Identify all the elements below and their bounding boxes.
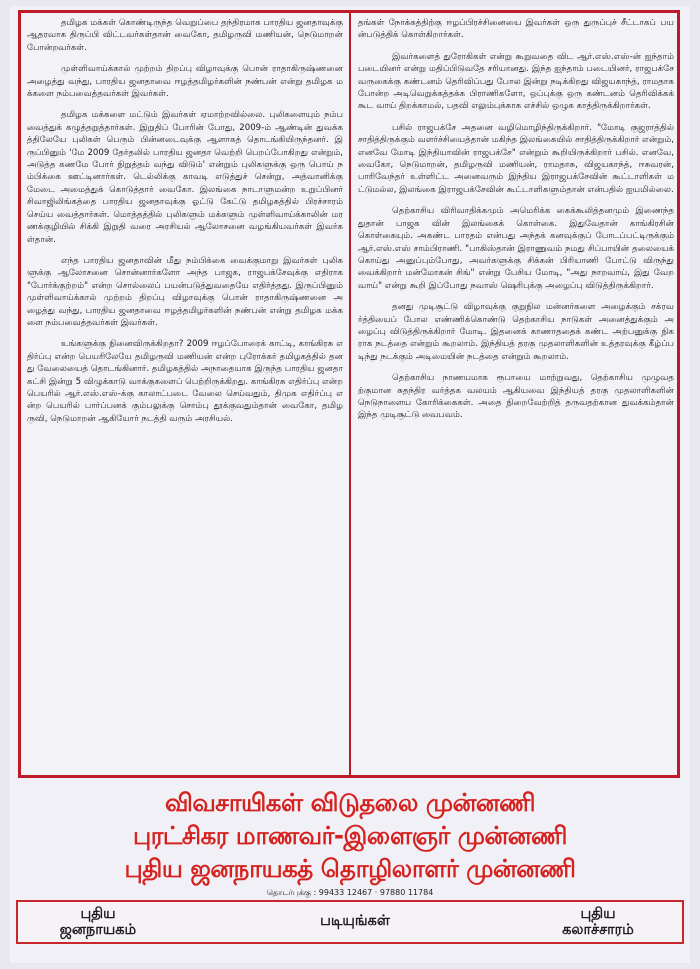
column-divider: [349, 13, 351, 775]
magazine-box: [16, 900, 684, 944]
paragraph: உங்களுக்கு நினைவிருக்கிறதா? 2009 ஈழப்போரைக் காட்டி, காங்கிரசு எதிர்ப்பு என்ற பெயரிலேயே தமிழருவி மணியன் என்ற புரோக்கர் தமிழகத்தில் தனது வேலையைத் தொடங்கினார். தமிழகத்தில் அநாதையாக இருந்த பாரதிய ஜனதா கட்சி இன்று 5 விழுக்காடு வாக்குகளைப் பெற்றிருக்கிறது. காங்கிரசு எதிர்ப்பு என்ற பெயரில் ஆர்.எஸ்.எஸ்-க்கு காலாட்படை வேலை செய்வதும், திமுக எதிர்ப்பு என்ற பெயரில் பார்ப்பனக் கும்பலுக்கு சொம்பு தூக்குவதும்தான் வைகோ, தமிழருவி, நெடுமாறன் ஆகியோர் நடத்தி வரும் அரசியல்.: [27, 339, 343, 424]
read-label: படியுங்கள்: [320, 913, 390, 929]
paragraph: இவர்களைத் துரோகிகள் என்று கூறுவதை விட ஆர்.எஸ்.எஸ்-ன் ஐந்தாம் படையினர் என்று மதிப்பிடுவதே சரியானது. இந்த ஐந்தாம் படையினர், ராஜபக்சே வருகைக்கு கண்டனம் தெரிவிப்பது போல இன்று நடிக்கிறது விஜயகாந்த், ராமதாசு போன்ற அடிவெறுக்கத்தக்க பிராணிகளோ, ஒப்புக்கு ஒரு கண்டனம் தெரிவிக்கக் கூட வாய் திறக்காமல், பதவி எலும்புக்காக எச்சில் ஒழுக காத்திருக்கிறார்கள்.: [358, 51, 674, 112]
magazine-puthiya-kalacharam: புதிய கலாச்சாரம்: [562, 906, 634, 938]
organization-banner-students: புரட்சிகர மாணவர்-இளைஞர் முன்னணி: [133, 821, 567, 850]
paragraph: முள்ளிவாய்க்கால் முற்றம் திறப்பு விழாவுக்கு பொன் ராதாகிருஷ்ணனை அழைத்து வந்து, பாரதிய ஜனதாவை ஈழத்தமிழர்களின் நண்பன் என்று தமிழக மக்களை நம்பவைத்தவர்கள் இவர்கள்.: [27, 64, 343, 100]
paragraph: தமிழக மக்கள் கொண்டிருந்த வெறுப்பை தந்திரமாக பாரதிய ஜனதாவுக்கு ஆதரவாக திருப்பி விட்டவர்கள்தான் வைகோ, தமிழருவி மணியன், நெடுமாறன் போன்றவர்கள்.: [27, 18, 343, 53]
right-column: [358, 17, 674, 771]
pamphlet-sheet: [10, 6, 690, 963]
organization-banner-farmers: விவசாயிகள் விடுதலை முன்னணி: [164, 788, 536, 817]
organization-banner-workers: புதிய ஜனநாயகத் தொழிலாளர் முன்னணி: [124, 854, 576, 883]
paragraph: தெற்காசிய விரிவாதிக்கமும் அமெரிக்க கைக்கூலித்தனமும் இணைந்ததுதான் பாஜக வின் இலங்கைக் கொள்கை. இதுவேதான் காங்கிரசின் கொள்கையும். அகண்ட பாரதம் என்பது அந்தக் கனவுக்குப் போடப்பட்டிருக்கும் ஆர்.எஸ்.எஸ் சாம்பிராணி. "பாகிஸ்தான் இராணுவம் நமது சிப்பாயின் தலையைக் கொய்து அனுப்பும்போது, அவர்களுக்கு சிக்கன் பிரியாணி போட்டு விருந்து வைக்கிறார் மன்மோகன் சிங்" என்று பேசிய மோடி, "அது நாறவாய், இது வேற வாய்" என்று கூறி இப்போது நவாஸ் ஷெரிபுக்கு அழைப்பு விடுத்திருக்கிறார்.: [358, 206, 674, 291]
paragraph: எந்த பாரதிய ஜனதாவின் மீது நம்பிக்கை வைக்குமாறு இவர்கள் புலிகளுக்கு ஆலோசனை சொன்னார்களோ அந்த பாஜக, ராஜபக்சேவுக்கு எதிராக "போர்க்குற்றம்" என்ற சொல்லைப் பயன்படுத்துவதையே எதிர்த்தது. இருப்பினும் முள்ளிவாய்க்கால் முற்றம் திறப்பு விழாவுக்கு பொன் ராதாகிருஷ்ணனை அழைத்து வந்து, பாரதிய ஜனதாவை ஈழத்தமிழர்களின் நண்பன் என்று தமிழக மக்களை நம்பவைத்தவர்கள் இவர்கள்.: [27, 255, 343, 328]
magazine-puthiya-jananayagam: புதிய ஜனநாயகம்: [59, 906, 137, 938]
paragraph: பசில் ராஜபக்சே அதனை வழிமொழிந்திருக்கிறார். "மோடி குஜராத்தில் சாதித்திருக்கும் வளர்ச்சியைத்தான் மகிந்த இலங்கையில் சாதித்திருக்கிறார் என்றும், எனவே மோடி இந்தியாவின் ராஜபக்சே" என்றும் கூறியிருக்கிறார் பசில். எனவே, வைகோ, நெடுமாறன், தமிழருவி மணியன், ராமதாசு, விஜயகாந்த், ஈசுவரன், பாரிவேந்தர் உள்ளிட்ட அனைவரும் இந்திய இராஜபக்சேவின் கூட்டாளிகள் மட்டுமல்ல, இலங்கை இராஜபக்சேவின் கூட்டாளிகளும்தான் என்பதில் ஐயமில்லை.: [358, 122, 674, 195]
paragraph: தனது முடிசூட்டு விழாவுக்கு குறுநில மன்னர்களை அழைக்கும் சக்ரவர்த்தியைப் போல எண்ணிக்கொண்டு தெற்காசிய நாடுகள் அனைத்துக்கும் அழைப்பு விடுத்திருக்கிறார் மோடி. இதனைக் காணாததைக் கண்ட அற்பனுக்கு நிகராக நடத்தை என்றும் கூறலாம். இந்தியத் தரகு முதலாளிகளின் உத்தரவுக்கு கீழ்ப்படிந்து நடக்கும் அடிமையின் நடத்தை என்றும் கூறலாம்.: [358, 302, 674, 362]
paragraph: தெற்காசிய நாணயமாக ரூபாயை மாற்றுவது, தெற்காசிய முழுவதற்குமான சுதந்திர வர்த்தக வலயம் ஆகியவை இந்தியத் தரகு முதலாளிகளின் நெடுநாளைய கோரிக்கைகள். அதை நிறைவேற்றித் தருவதற்கான துவக்கம்தான் இந்த முடிசூட்டு வைபவம்.: [358, 373, 674, 421]
contact-line: தொடர்புக்கு : 99433 12467 · 97880 11784: [266, 888, 434, 897]
paragraph: தமிழக மக்களை மட்டும் இவர்கள் ஏமாற்றவில்லை. புலிகளையும் நம்பவைத்துக் கழுத்தறுத்தார்கள். இறுதிப் போரின் போது, 2009-ம் ஆண்டின் துவக்கத்திலேயே புலிகள் பெரும் பின்னடைவுக்கு ஆளாகத் தொடங்கியிருந்தனர். இருப்பினும் 'மே 2009 தேர்தலில் பாரதிய ஜனதா வெற்றி பெறப்போகிறது என்றும், அடுத்த கணமே போர் நிறுத்தம் வந்து விடும்' என்றும் புலிகளுக்கு ஒரு பொய் நம்பிக்கை ஊட்டினார்கள். டெல்லிக்கு காவடி எடுத்துச் சென்று, அத்வானிக்கு மேடை அமைத்துக் கொடுத்தார் வைகோ. இலங்கை நாடாளுமன்ற உறுப்பினர் சிவாஜிலிங்கத்தை பாரதிய ஜனதாவுக்கு ஓட்டு கேட்டு தமிழகத்தில் பிரச்சாரம் செய்ய வைத்தார்கள். மொத்தத்தில் புலிகளும் மக்களும் முள்ளிவாய்க்காலின் மரணக்குழியில் சிக்கி இறுதி வரை அரசியல் ஆலோசனை வழங்கியவர்கள் இவர்கள்தான்.: [27, 110, 343, 245]
paragraph: தங்கள் நோக்கத்திற்கு ஈழப்பிரச்சினையை இவர்கள் ஒரு துருப்புச் சீட்டாகப் பயன்படுத்திக் கொள்கிறார்கள்.: [358, 18, 674, 41]
left-column: [27, 17, 343, 771]
article-text-box: [18, 10, 680, 778]
